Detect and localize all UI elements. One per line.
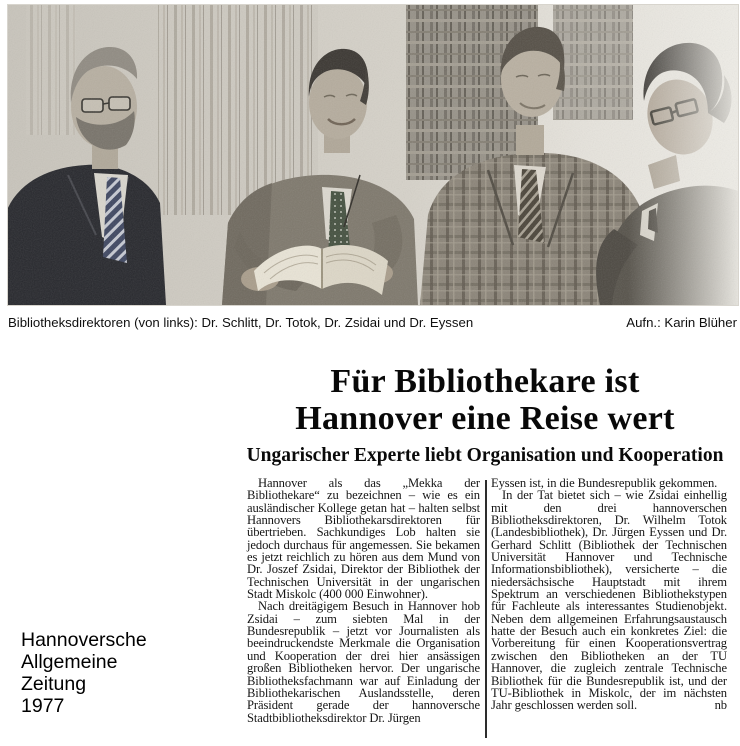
article-column-right: [491, 477, 727, 712]
headline-line-2: Hannover eine Reise wert: [295, 400, 675, 437]
article-headline: [230, 363, 740, 437]
article-subheadline: Ungarischer Experte liebt Organisation und Kooperation: [246, 445, 724, 466]
body-paragraph: Hannover als das „Mekka der Bibliothekare“ zu bezeichnen – wie es ein ausländischer Kollege getan hat – halten selbst Hannovers Bibliothekarsdirektoren für übertrieben. Sachkundiges Lob halten sie jedoch durchaus für angemessen. Sie bekamen es jetzt reichlich zu hören aus dem Mund von Dr. Joszef Zsidai, Direktor der Bibliothek der Technischen Universität in der ungarischen Stadt Miskolc (400 000 Einwohner).: [247, 476, 480, 602]
author-initials: nb: [714, 698, 727, 713]
photo-credit: Aufn.: Karin Blüher: [626, 315, 737, 330]
caption-row: [8, 315, 737, 330]
headline-line-1: Für Bibliothekare ist: [330, 363, 640, 400]
body-paragraph: Eyssen ist, in die Bundesrepublik gekommen.: [491, 476, 718, 490]
press-photo: [8, 5, 738, 305]
photo-caption: Bibliotheksdirektoren (von links): Dr. Schlitt, Dr. Totok, Dr. Zsidai und Dr. Eyssen: [8, 315, 474, 330]
body-paragraph: Nach dreitägigem Besuch in Hannover hob Zsidai – zum siebten Mal in der Bundesrepublik – jetzt vor Journalisten als beeindruckendste Merkmale die Organisation und Kooperation der drei hier ansässigen großen Bibliotheken hervor. Der ungarische Bibliotheksfachmann war auf Einladung der Bibliothekarischen Auslandsstelle, deren Präsident gerade der hannoversche Stadtbibliotheksdirektor Dr. Jürgen: [247, 599, 480, 725]
source-annotation: [21, 629, 147, 717]
annotation-line: Zeitung: [21, 673, 87, 695]
press-photo-illustration: [8, 5, 738, 305]
article-column-left: [247, 477, 480, 724]
annotation-line: Allgemeine: [21, 651, 118, 673]
annotation-line: Hannoversche: [21, 629, 147, 651]
halftone-grain: [8, 5, 738, 305]
body-paragraph: In der Tat bietet sich – wie Zsidai einhellig mit den drei hannoverschen Bibliotheksdirektoren, Dr. Wilhelm Totok (Landesbibliothek), Dr. Jürgen Eyssen und Dr. Gerhard Schlitt (Bibliothek der Technischen Universität Hannover und Technische Informationsbibliothek), versicherte – die niedersächsische Hauptstadt mit ihrem Spektrum an verschiedenen Bibliothekstypen für Fachleute als interessantes Studienobjekt. Neben dem allgemeinen Erfahrungsaustausch hatte der Besuch auch ein konkretes Ziel: die Vorbereitung für einen Kooperationsvertrag zwischen den Bibliotheken an der TU Hannover, die zugleich zentrale Technische Bibliothek für die Bundesrepublik ist, und der TU-Bibliothek in Miskolc, der im nächsten Jahr geschlossen werden soll.: [491, 488, 727, 713]
annotation-line: 1977: [21, 695, 65, 717]
column-divider: [485, 480, 487, 738]
